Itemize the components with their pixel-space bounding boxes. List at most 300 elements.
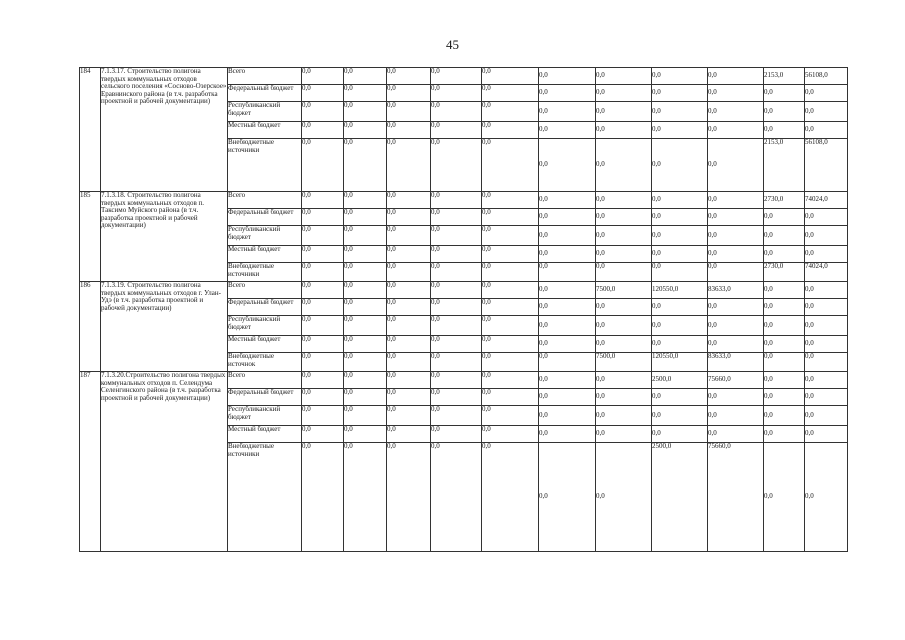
value-text: 0,0 [539, 262, 548, 270]
funding-source-label: Местный бюджет [228, 426, 302, 443]
value-text: 83633,0 [708, 352, 731, 360]
value-cell [596, 426, 652, 443]
value-cell: 0,0 [387, 406, 431, 426]
value-cell: 0,0 [431, 372, 482, 389]
value-cell: 0,0 [302, 122, 344, 139]
measure-name: 7.1.3.20.Строительство полигона твердых коммунальных отходов п. Селендума Селенгинского района (в т.ч. разработка проектной и рабочей документации) [101, 372, 228, 552]
value-cell [596, 246, 652, 263]
value-text: 75660,0 [708, 442, 731, 450]
value-text: 0,0 [652, 212, 661, 221]
value-cell [596, 122, 652, 139]
value-cell [652, 226, 708, 246]
value-text: 120550,0 [652, 285, 679, 294]
value-text: 0,0 [652, 320, 661, 329]
value-cell: 0,0 [482, 122, 539, 139]
value-text: 0,0 [596, 195, 605, 204]
value-cell [764, 122, 805, 139]
value-cell: 0,0 [344, 372, 387, 389]
value-cell [539, 246, 596, 263]
value-cell: 0,0 [482, 102, 539, 122]
value-text: 0,0 [764, 285, 773, 294]
value-cell: 0,0 [344, 426, 387, 443]
value-text: 0,0 [596, 375, 605, 384]
value-cell: 0,0 [482, 139, 539, 192]
value-text: 0,0 [805, 230, 814, 239]
value-cell [652, 336, 708, 353]
value-text: 0,0 [652, 429, 661, 438]
value-cell [805, 102, 848, 122]
value-text: 0,0 [764, 230, 773, 239]
value-text: 0,0 [539, 88, 548, 97]
value-cell [539, 406, 596, 426]
value-text: 0,0 [652, 160, 661, 169]
value-cell [539, 389, 596, 406]
value-text: 0,0 [708, 249, 717, 258]
value-text: 0,0 [708, 320, 717, 329]
value-text: 0,0 [764, 302, 773, 311]
funding-source-label: Всего [228, 372, 302, 389]
value-text: 0,0 [596, 212, 605, 221]
value-text: 74024,0 [805, 195, 828, 204]
value-cell [805, 389, 848, 406]
value-text: 0,0 [805, 88, 814, 97]
value-cell: 0,0 [431, 336, 482, 353]
value-cell: 0,0 [387, 68, 431, 85]
value-text: 0,0 [805, 320, 814, 329]
value-cell [708, 426, 764, 443]
measure-name: 7.1.3.19. Строительство полигона твердых коммунальных отходов г. Улан-Удэ (в т.ч. разработка проектной и рабочей документации) [101, 282, 228, 372]
value-cell [708, 406, 764, 426]
value-cell: 0,0 [302, 299, 344, 316]
value-cell: 0,0 [344, 336, 387, 353]
value-cell [652, 122, 708, 139]
value-cell [596, 406, 652, 426]
value-text: 0,0 [596, 88, 605, 97]
value-text: 0,0 [652, 106, 661, 115]
funding-source-label: Федеральный бюджет [228, 389, 302, 406]
value-text: 0,0 [539, 352, 548, 360]
value-text: 0,0 [539, 249, 548, 258]
value-cell: 0,0 [387, 353, 431, 372]
value-cell [805, 282, 848, 299]
value-cell [539, 192, 596, 209]
value-cell: 0,0 [344, 209, 387, 226]
value-cell [764, 389, 805, 406]
value-cell: 0,0 [482, 426, 539, 443]
value-cell [539, 282, 596, 299]
value-cell: 0,0 [302, 406, 344, 426]
funding-source-label: Федеральный бюджет [228, 299, 302, 316]
value-cell: 0,0 [431, 443, 482, 552]
value-cell [539, 353, 596, 372]
value-cell: 0,0 [302, 336, 344, 353]
value-cell: 0,0 [431, 192, 482, 209]
value-cell: 0,0 [302, 102, 344, 122]
value-cell [652, 192, 708, 209]
value-cell: 0,0 [302, 353, 344, 372]
value-text: 0,0 [708, 230, 717, 239]
value-cell [596, 282, 652, 299]
value-cell [805, 246, 848, 263]
value-cell: 0,0 [431, 68, 482, 85]
value-text: 0,0 [805, 285, 814, 294]
funding-source-label: Федеральный бюджет [228, 209, 302, 226]
value-cell: 0,0 [431, 353, 482, 372]
value-cell [708, 139, 764, 192]
value-cell: 0,0 [302, 209, 344, 226]
funding-source-label: Местный бюджет [228, 122, 302, 139]
value-text: 0,0 [708, 212, 717, 221]
value-cell: 0,0 [431, 122, 482, 139]
value-cell [805, 372, 848, 389]
value-cell: 0,0 [482, 85, 539, 102]
value-cell: 0,0 [344, 263, 387, 282]
value-text: 0,0 [805, 339, 814, 348]
value-text: 75660,0 [708, 375, 731, 384]
value-text: 2153,0 [764, 138, 784, 146]
value-text: 0,0 [652, 88, 661, 97]
value-cell [652, 443, 708, 552]
value-cell: 0,0 [431, 316, 482, 336]
value-cell [539, 85, 596, 102]
value-cell: 0,0 [482, 443, 539, 552]
funding-source-label: Внебюджетные источники [228, 139, 302, 192]
value-cell [539, 443, 596, 552]
value-text: 0,0 [764, 352, 773, 360]
value-text: 0,0 [764, 106, 773, 115]
value-text: 0,0 [596, 106, 605, 115]
value-cell [805, 85, 848, 102]
value-text: 0,0 [764, 249, 773, 258]
value-cell [539, 139, 596, 192]
value-cell [805, 68, 848, 85]
value-text: 56108,0 [805, 71, 828, 80]
value-cell [596, 316, 652, 336]
value-text: 0,0 [596, 410, 605, 419]
value-cell: 0,0 [387, 226, 431, 246]
value-cell [764, 406, 805, 426]
value-cell [764, 68, 805, 85]
value-text: 0,0 [764, 212, 773, 221]
funding-source-label: Местный бюджет [228, 336, 302, 353]
value-cell: 0,0 [387, 316, 431, 336]
value-text: 0,0 [708, 410, 717, 419]
value-cell [805, 263, 848, 282]
value-cell [539, 426, 596, 443]
value-cell: 0,0 [387, 282, 431, 299]
value-text: 0,0 [708, 392, 717, 401]
value-cell: 0,0 [431, 209, 482, 226]
row-number: 186 [80, 282, 101, 372]
value-cell [652, 406, 708, 426]
value-text: 0,0 [764, 339, 773, 348]
funding-source-label: Всего [228, 282, 302, 299]
value-cell [764, 102, 805, 122]
value-text: 0,0 [764, 429, 773, 438]
value-cell [539, 68, 596, 85]
funding-source-label: Внебюджетные источники [228, 263, 302, 282]
value-text: 0,0 [805, 392, 814, 401]
value-cell [708, 316, 764, 336]
value-cell [596, 85, 652, 102]
value-cell: 0,0 [387, 372, 431, 389]
value-cell: 0,0 [302, 389, 344, 406]
value-cell: 0,0 [344, 443, 387, 552]
value-cell: 0,0 [482, 299, 539, 316]
value-cell [708, 209, 764, 226]
value-cell: 0,0 [431, 85, 482, 102]
value-cell: 0,0 [344, 226, 387, 246]
value-cell [708, 192, 764, 209]
value-text: 0,0 [708, 302, 717, 311]
value-cell: 0,0 [387, 246, 431, 263]
value-cell: 0,0 [302, 426, 344, 443]
value-cell [652, 316, 708, 336]
value-cell [764, 226, 805, 246]
value-cell: 0,0 [431, 226, 482, 246]
value-text: 0,0 [805, 302, 814, 311]
value-cell: 0,0 [482, 246, 539, 263]
value-cell: 0,0 [344, 85, 387, 102]
value-cell: 0,0 [431, 282, 482, 299]
value-cell: 0,0 [302, 246, 344, 263]
value-cell: 0,0 [482, 192, 539, 209]
funding-source-label: Внебюджетные источнок [228, 353, 302, 372]
value-cell [652, 426, 708, 443]
value-text: 0,0 [805, 352, 814, 360]
value-cell: 0,0 [387, 85, 431, 102]
measure-name: 7.1.3.17. Строительство полигона твердых коммунальных отходов сельского поселения «Сосново-Озерское» Еравнинского района (в т.ч. разработка проектной и рабочей документации) [101, 68, 228, 192]
value-text: 56108,0 [805, 138, 828, 146]
value-cell: 0,0 [387, 192, 431, 209]
measure-name: 7.1.3.18. Строительство полигона твердых коммунальных отходов п. Таксимо Муйского района (в т.ч. разработка проектной и рабочей документации) [101, 192, 228, 282]
value-cell [652, 353, 708, 372]
value-text: 0,0 [764, 410, 773, 419]
value-text: 0,0 [652, 195, 661, 204]
value-cell [596, 139, 652, 192]
value-cell [539, 226, 596, 246]
value-cell [805, 426, 848, 443]
value-text: 0,0 [764, 125, 773, 134]
funding-source-label: Федеральный бюджет [228, 85, 302, 102]
value-text: 0,0 [764, 88, 773, 97]
value-text: 0,0 [539, 285, 548, 294]
value-text: 0,0 [596, 302, 605, 311]
value-text: 0,0 [539, 106, 548, 115]
value-cell [708, 68, 764, 85]
value-cell [596, 372, 652, 389]
value-text: 0,0 [652, 302, 661, 311]
value-text: 0,0 [805, 212, 814, 221]
value-cell [708, 122, 764, 139]
value-cell [596, 353, 652, 372]
value-cell: 0,0 [387, 389, 431, 406]
table-row [80, 282, 848, 299]
value-cell [708, 282, 764, 299]
value-text: 0,0 [764, 375, 773, 384]
value-text: 7500,0 [596, 285, 616, 294]
value-cell: 0,0 [302, 192, 344, 209]
value-cell: 0,0 [387, 299, 431, 316]
value-text: 0,0 [708, 71, 717, 80]
value-text: 0,0 [539, 492, 548, 501]
value-cell [539, 336, 596, 353]
value-cell: 0,0 [387, 102, 431, 122]
value-cell [652, 139, 708, 192]
value-cell [764, 336, 805, 353]
value-cell [708, 246, 764, 263]
value-cell: 0,0 [302, 263, 344, 282]
value-cell [805, 192, 848, 209]
value-cell: 0,0 [302, 316, 344, 336]
value-cell: 0,0 [344, 122, 387, 139]
value-text: 0,0 [539, 302, 548, 311]
value-cell: 0,0 [482, 406, 539, 426]
value-cell: 0,0 [482, 372, 539, 389]
value-cell: 0,0 [387, 263, 431, 282]
value-cell [596, 226, 652, 246]
value-text: 0,0 [805, 106, 814, 115]
value-cell: 0,0 [482, 282, 539, 299]
value-cell [596, 336, 652, 353]
value-cell [708, 353, 764, 372]
value-text: 0,0 [596, 492, 605, 501]
value-cell [539, 316, 596, 336]
value-cell: 0,0 [431, 263, 482, 282]
value-cell: 0,0 [344, 192, 387, 209]
value-cell [539, 372, 596, 389]
value-cell [708, 443, 764, 552]
value-text: 0,0 [539, 410, 548, 419]
value-text: 2500,0 [652, 442, 672, 450]
value-text: 0,0 [708, 429, 717, 438]
value-text: 0,0 [539, 230, 548, 239]
value-text: 2500,0 [652, 375, 672, 384]
value-cell [708, 299, 764, 316]
budget-table [79, 67, 848, 552]
value-text: 0,0 [805, 429, 814, 438]
table-row [80, 192, 848, 209]
value-cell: 0,0 [387, 209, 431, 226]
value-text: 0,0 [539, 429, 548, 438]
row-number: 187 [80, 372, 101, 552]
value-cell [708, 372, 764, 389]
value-text: 74024,0 [805, 262, 828, 270]
value-cell [596, 263, 652, 282]
value-text: 0,0 [596, 249, 605, 258]
value-text: 0,0 [708, 262, 717, 270]
value-text: 0,0 [539, 392, 548, 401]
value-text: 0,0 [708, 125, 717, 134]
value-cell [708, 85, 764, 102]
value-text: 0,0 [652, 230, 661, 239]
value-cell: 0,0 [344, 68, 387, 85]
value-text: 0,0 [596, 230, 605, 239]
value-cell [764, 85, 805, 102]
value-cell: 0,0 [431, 139, 482, 192]
value-text: 0,0 [539, 320, 548, 329]
value-text: 0,0 [539, 125, 548, 134]
table-row [80, 68, 848, 85]
value-cell [764, 263, 805, 282]
funding-source-label: Республиканский бюджет [228, 316, 302, 336]
value-text: 2730,0 [764, 262, 784, 270]
value-cell: 0,0 [387, 336, 431, 353]
value-text: 0,0 [539, 160, 548, 169]
value-cell [805, 353, 848, 372]
value-cell: 0,0 [302, 139, 344, 192]
value-cell [805, 443, 848, 552]
value-cell [708, 102, 764, 122]
value-cell: 0,0 [387, 139, 431, 192]
funding-source-label: Всего [228, 68, 302, 85]
value-cell [708, 226, 764, 246]
value-cell: 0,0 [482, 68, 539, 85]
value-text: 0,0 [708, 339, 717, 348]
value-cell: 0,0 [482, 263, 539, 282]
value-text: 2730,0 [764, 195, 784, 204]
value-cell: 0,0 [431, 246, 482, 263]
value-text: 0,0 [596, 125, 605, 134]
value-text: 0,0 [596, 339, 605, 348]
value-text: 0,0 [596, 392, 605, 401]
value-cell [764, 139, 805, 192]
value-cell [764, 353, 805, 372]
value-cell [708, 389, 764, 406]
value-text: 0,0 [539, 195, 548, 204]
value-text: 0,0 [652, 392, 661, 401]
value-text: 0,0 [596, 71, 605, 80]
value-cell [764, 246, 805, 263]
page-number: 45 [446, 37, 459, 52]
value-cell: 0,0 [431, 299, 482, 316]
value-text: 0,0 [805, 410, 814, 419]
value-cell: 0,0 [344, 353, 387, 372]
value-cell: 0,0 [302, 85, 344, 102]
value-text: 0,0 [539, 339, 548, 348]
value-text: 0,0 [652, 410, 661, 419]
value-text: 83633,0 [708, 285, 731, 294]
value-cell: 0,0 [387, 443, 431, 552]
value-text: 0,0 [652, 125, 661, 134]
value-cell: 0,0 [302, 372, 344, 389]
value-cell [805, 406, 848, 426]
value-cell: 0,0 [431, 426, 482, 443]
value-cell: 0,0 [482, 336, 539, 353]
value-text: 2153,0 [764, 71, 784, 80]
value-cell [805, 122, 848, 139]
value-cell [652, 282, 708, 299]
value-cell [805, 139, 848, 192]
funding-source-label: Республиканский бюджет [228, 102, 302, 122]
value-cell [805, 226, 848, 246]
value-text: 0,0 [652, 339, 661, 348]
value-cell [652, 263, 708, 282]
value-text: 0,0 [708, 160, 717, 169]
value-cell: 0,0 [302, 68, 344, 85]
value-cell: 0,0 [344, 282, 387, 299]
value-cell: 0,0 [344, 139, 387, 192]
value-cell: 0,0 [344, 406, 387, 426]
value-cell [539, 209, 596, 226]
value-cell [805, 316, 848, 336]
value-text: 0,0 [596, 320, 605, 329]
value-cell [652, 246, 708, 263]
value-cell: 0,0 [482, 226, 539, 246]
value-cell [652, 209, 708, 226]
value-cell [764, 299, 805, 316]
value-cell: 0,0 [302, 226, 344, 246]
